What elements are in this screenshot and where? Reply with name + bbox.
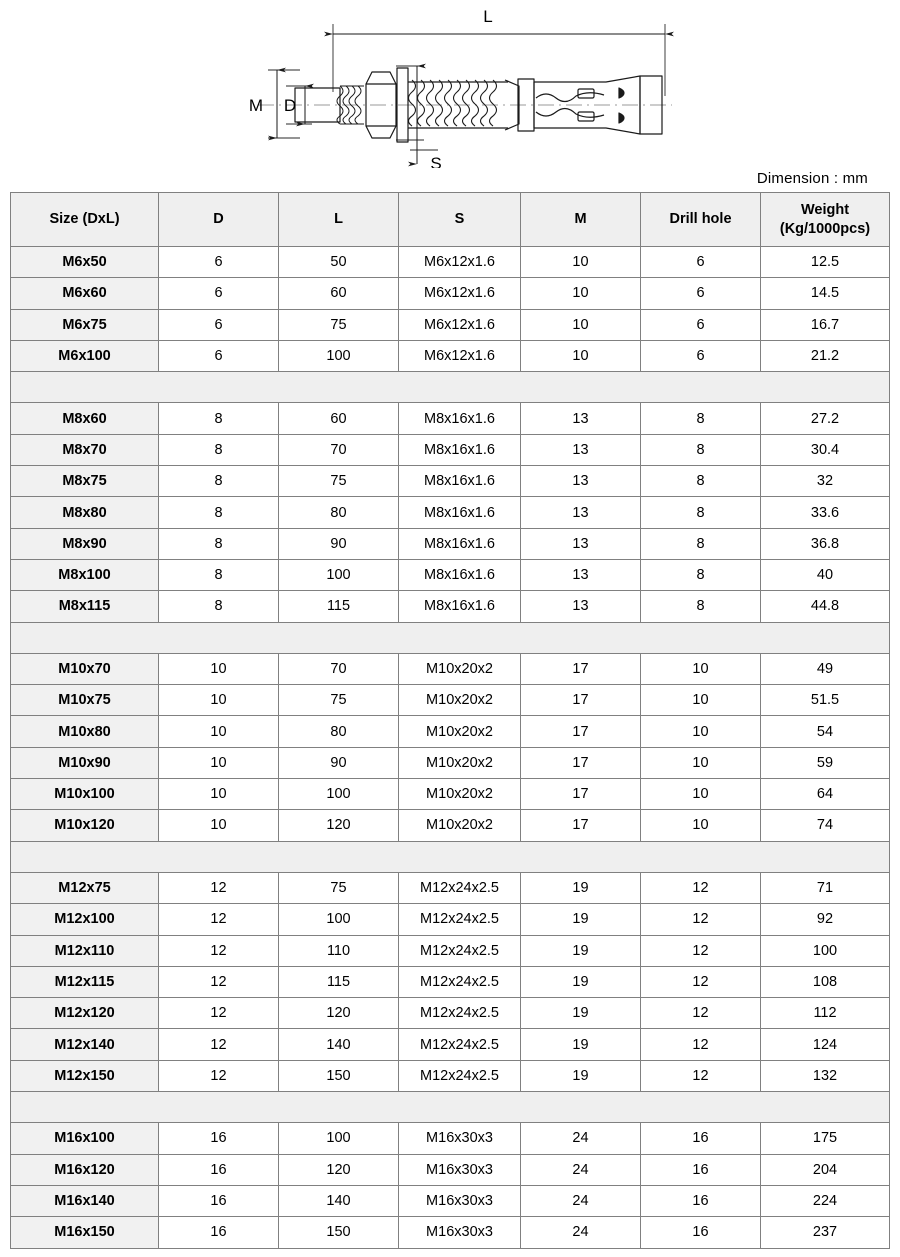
cell-s: M12x24x2.5 — [399, 935, 521, 966]
cell-wt: 74 — [761, 810, 890, 841]
table-row[interactable] — [11, 1060, 890, 1091]
table-row[interactable] — [11, 653, 890, 684]
table-row[interactable] — [11, 528, 890, 559]
cell-wt: 59 — [761, 747, 890, 778]
cell-s: M10x20x2 — [399, 747, 521, 778]
cell-drill: 6 — [641, 247, 761, 278]
technical-drawing — [0, 0, 900, 168]
cell-wt: 100 — [761, 935, 890, 966]
cell-d: 6 — [159, 309, 279, 340]
cell-d: 16 — [159, 1217, 279, 1248]
table-row[interactable] — [11, 966, 890, 997]
cell-s: M12x24x2.5 — [399, 904, 521, 935]
cell-s: M12x24x2.5 — [399, 966, 521, 997]
cell-m: 24 — [521, 1123, 641, 1154]
cell-l: 90 — [279, 528, 399, 559]
cell-m: 19 — [521, 904, 641, 935]
cell-size: M6x50 — [11, 247, 159, 278]
column-header-drill-hole: Drill hole — [641, 193, 761, 247]
cell-s: M10x20x2 — [399, 716, 521, 747]
cell-drill: 8 — [641, 466, 761, 497]
table-row[interactable] — [11, 247, 890, 278]
cell-drill: 10 — [641, 747, 761, 778]
cell-size: M16x150 — [11, 1217, 159, 1248]
cell-d: 6 — [159, 247, 279, 278]
cell-m: 17 — [521, 716, 641, 747]
cell-l: 100 — [279, 340, 399, 371]
group-spacer-cell — [11, 1092, 890, 1123]
cell-d: 8 — [159, 497, 279, 528]
cell-d: 10 — [159, 779, 279, 810]
cell-s: M16x30x3 — [399, 1123, 521, 1154]
cell-s: M12x24x2.5 — [399, 998, 521, 1029]
table-body — [11, 247, 890, 1249]
table-row[interactable] — [11, 1185, 890, 1216]
cell-drill: 16 — [641, 1123, 761, 1154]
column-header-weight-line1: Weight — [800, 201, 850, 218]
cell-s: M16x30x3 — [399, 1217, 521, 1248]
cell-drill: 8 — [641, 559, 761, 590]
cell-m: 13 — [521, 466, 641, 497]
cell-m: 19 — [521, 998, 641, 1029]
cell-wt: 124 — [761, 1029, 890, 1060]
table-row[interactable] — [11, 747, 890, 778]
cell-drill: 6 — [641, 309, 761, 340]
cell-wt: 33.6 — [761, 497, 890, 528]
cell-l: 75 — [279, 466, 399, 497]
cell-drill: 10 — [641, 779, 761, 810]
cell-wt: 32 — [761, 466, 890, 497]
cell-m: 10 — [521, 278, 641, 309]
table-row[interactable] — [11, 497, 890, 528]
cell-m: 24 — [521, 1154, 641, 1185]
cell-l: 150 — [279, 1060, 399, 1091]
table-row[interactable] — [11, 1154, 890, 1185]
table-row[interactable] — [11, 1123, 890, 1154]
cell-m: 19 — [521, 1060, 641, 1091]
table-row[interactable] — [11, 309, 890, 340]
cell-m: 24 — [521, 1185, 641, 1216]
cell-m: 13 — [521, 403, 641, 434]
group-spacer-row — [11, 622, 890, 653]
cell-wt: 175 — [761, 1123, 890, 1154]
cell-wt: 30.4 — [761, 434, 890, 465]
cell-d: 6 — [159, 278, 279, 309]
cell-drill: 12 — [641, 935, 761, 966]
cell-wt: 237 — [761, 1217, 890, 1248]
table-row[interactable] — [11, 466, 890, 497]
cell-m: 13 — [521, 528, 641, 559]
cell-size: M10x100 — [11, 779, 159, 810]
dimension-label-length: L — [483, 7, 493, 26]
cell-drill: 10 — [641, 653, 761, 684]
cell-drill: 16 — [641, 1217, 761, 1248]
cell-l: 70 — [279, 434, 399, 465]
cell-d: 12 — [159, 872, 279, 903]
cell-size: M8x80 — [11, 497, 159, 528]
cell-size: M12x115 — [11, 966, 159, 997]
cell-size: M8x100 — [11, 559, 159, 590]
table-row[interactable] — [11, 1029, 890, 1060]
table-header — [11, 193, 890, 247]
cell-wt: 14.5 — [761, 278, 890, 309]
cell-d: 12 — [159, 966, 279, 997]
cell-size: M10x90 — [11, 747, 159, 778]
cell-m: 17 — [521, 747, 641, 778]
cell-drill: 12 — [641, 998, 761, 1029]
cell-m: 24 — [521, 1217, 641, 1248]
cell-size: M16x120 — [11, 1154, 159, 1185]
cell-drill: 8 — [641, 497, 761, 528]
cell-m: 10 — [521, 309, 641, 340]
table-row[interactable] — [11, 904, 890, 935]
cell-size: M12x110 — [11, 935, 159, 966]
cell-wt: 51.5 — [761, 685, 890, 716]
table-row[interactable] — [11, 810, 890, 841]
cell-m: 13 — [521, 591, 641, 622]
cell-size: M16x100 — [11, 1123, 159, 1154]
column-header-weight-line2: (Kg/1000pcs) — [779, 220, 871, 237]
cell-drill: 12 — [641, 1029, 761, 1060]
cell-l: 50 — [279, 247, 399, 278]
cell-drill: 8 — [641, 591, 761, 622]
cell-s: M16x30x3 — [399, 1185, 521, 1216]
specification-table-container — [10, 192, 889, 1249]
cell-wt: 64 — [761, 779, 890, 810]
cell-m: 17 — [521, 685, 641, 716]
cell-size: M12x150 — [11, 1060, 159, 1091]
cell-l: 75 — [279, 872, 399, 903]
cell-s: M6x12x1.6 — [399, 340, 521, 371]
cell-size: M10x120 — [11, 810, 159, 841]
cell-s: M6x12x1.6 — [399, 247, 521, 278]
cell-wt: 54 — [761, 716, 890, 747]
table-row[interactable] — [11, 779, 890, 810]
cell-size: M12x100 — [11, 904, 159, 935]
cell-d: 16 — [159, 1154, 279, 1185]
cell-d: 10 — [159, 716, 279, 747]
cell-m: 13 — [521, 497, 641, 528]
cell-drill: 12 — [641, 872, 761, 903]
column-header-m: M — [521, 193, 641, 247]
cell-size: M12x75 — [11, 872, 159, 903]
cell-wt: 12.5 — [761, 247, 890, 278]
cell-wt: 71 — [761, 872, 890, 903]
cell-s: M12x24x2.5 — [399, 872, 521, 903]
cell-drill: 12 — [641, 1060, 761, 1091]
cell-d: 10 — [159, 685, 279, 716]
cell-d: 12 — [159, 998, 279, 1029]
cell-s: M10x20x2 — [399, 779, 521, 810]
cell-size: M8x60 — [11, 403, 159, 434]
cell-l: 60 — [279, 403, 399, 434]
cell-drill: 16 — [641, 1185, 761, 1216]
cell-l: 140 — [279, 1029, 399, 1060]
cell-d: 8 — [159, 466, 279, 497]
cell-s: M10x20x2 — [399, 653, 521, 684]
group-spacer-row — [11, 1092, 890, 1123]
table-row[interactable] — [11, 935, 890, 966]
cell-m: 19 — [521, 966, 641, 997]
cell-l: 115 — [279, 966, 399, 997]
dimension-label-diameter: D — [283, 96, 297, 115]
cell-s: M8x16x1.6 — [399, 528, 521, 559]
table-row[interactable] — [11, 998, 890, 1029]
cell-wt: 16.7 — [761, 309, 890, 340]
cell-m: 13 — [521, 434, 641, 465]
group-spacer-cell — [11, 841, 890, 872]
cell-size: M12x140 — [11, 1029, 159, 1060]
cell-l: 100 — [279, 559, 399, 590]
cell-d: 10 — [159, 747, 279, 778]
table-header-row — [11, 193, 890, 247]
cell-d: 8 — [159, 403, 279, 434]
group-spacer-cell — [11, 372, 890, 403]
cell-wt: 21.2 — [761, 340, 890, 371]
cell-wt: 49 — [761, 653, 890, 684]
table-row[interactable] — [11, 716, 890, 747]
cell-s: M6x12x1.6 — [399, 309, 521, 340]
table-row[interactable] — [11, 340, 890, 371]
group-spacer-cell — [11, 622, 890, 653]
cell-drill: 6 — [641, 340, 761, 371]
column-header-size: Size (DxL) — [11, 193, 159, 247]
cell-m: 19 — [521, 872, 641, 903]
cell-wt: 27.2 — [761, 403, 890, 434]
cell-d: 8 — [159, 434, 279, 465]
cell-l: 75 — [279, 685, 399, 716]
cell-m: 10 — [521, 340, 641, 371]
cell-wt: 44.8 — [761, 591, 890, 622]
cell-l: 150 — [279, 1217, 399, 1248]
cell-s: M16x30x3 — [399, 1154, 521, 1185]
cell-size: M6x100 — [11, 340, 159, 371]
cell-drill: 6 — [641, 278, 761, 309]
table-row[interactable] — [11, 278, 890, 309]
cell-d: 10 — [159, 653, 279, 684]
cell-d: 8 — [159, 528, 279, 559]
cell-drill: 12 — [641, 966, 761, 997]
cell-drill: 10 — [641, 810, 761, 841]
cell-size: M10x80 — [11, 716, 159, 747]
cell-wt: 132 — [761, 1060, 890, 1091]
cell-size: M8x70 — [11, 434, 159, 465]
column-header-l: L — [279, 193, 399, 247]
table-row[interactable] — [11, 685, 890, 716]
cell-l: 120 — [279, 1154, 399, 1185]
cell-wt: 40 — [761, 559, 890, 590]
group-spacer-row — [11, 841, 890, 872]
cell-s: M8x16x1.6 — [399, 434, 521, 465]
cell-size: M10x75 — [11, 685, 159, 716]
cell-s: M10x20x2 — [399, 810, 521, 841]
cell-d: 8 — [159, 591, 279, 622]
table-row[interactable] — [11, 591, 890, 622]
cell-s: M12x24x2.5 — [399, 1060, 521, 1091]
cell-drill: 10 — [641, 685, 761, 716]
cell-drill: 12 — [641, 904, 761, 935]
cell-s: M12x24x2.5 — [399, 1029, 521, 1060]
cell-m: 17 — [521, 653, 641, 684]
cell-l: 100 — [279, 904, 399, 935]
cell-d: 12 — [159, 935, 279, 966]
dimension-unit-note: Dimension : mm — [756, 170, 868, 187]
cell-m: 17 — [521, 810, 641, 841]
column-header-weight — [761, 193, 890, 247]
cell-drill: 8 — [641, 528, 761, 559]
cell-size: M8x90 — [11, 528, 159, 559]
cell-size: M6x60 — [11, 278, 159, 309]
table-row[interactable] — [11, 872, 890, 903]
cell-l: 115 — [279, 591, 399, 622]
cell-size: M12x120 — [11, 998, 159, 1029]
cell-l: 120 — [279, 810, 399, 841]
cell-l: 90 — [279, 747, 399, 778]
cell-size: M10x70 — [11, 653, 159, 684]
table-row[interactable] — [11, 559, 890, 590]
cell-size: M8x75 — [11, 466, 159, 497]
cell-l: 75 — [279, 309, 399, 340]
cell-l: 100 — [279, 779, 399, 810]
cell-s: M8x16x1.6 — [399, 559, 521, 590]
cell-size: M8x115 — [11, 591, 159, 622]
cell-l: 60 — [279, 278, 399, 309]
cell-drill: 10 — [641, 716, 761, 747]
column-header-d: D — [159, 193, 279, 247]
cell-wt: 108 — [761, 966, 890, 997]
cell-d: 12 — [159, 1060, 279, 1091]
cell-wt: 224 — [761, 1185, 890, 1216]
cell-d: 12 — [159, 904, 279, 935]
cell-wt: 36.8 — [761, 528, 890, 559]
table-row[interactable] — [11, 434, 890, 465]
cell-l: 110 — [279, 935, 399, 966]
cell-drill: 8 — [641, 403, 761, 434]
cell-drill: 8 — [641, 434, 761, 465]
group-spacer-row — [11, 372, 890, 403]
cell-m: 19 — [521, 1029, 641, 1060]
dimension-label-stud-projection: S — [430, 154, 442, 168]
cell-d: 16 — [159, 1185, 279, 1216]
cell-wt: 92 — [761, 904, 890, 935]
cell-size: M6x75 — [11, 309, 159, 340]
cell-d: 16 — [159, 1123, 279, 1154]
cell-wt: 204 — [761, 1154, 890, 1185]
cell-drill: 16 — [641, 1154, 761, 1185]
table-row[interactable] — [11, 403, 890, 434]
dimension-label-nut-width: M — [248, 96, 264, 115]
column-header-s: S — [399, 193, 521, 247]
cell-s: M8x16x1.6 — [399, 466, 521, 497]
cell-m: 17 — [521, 779, 641, 810]
cell-m: 19 — [521, 935, 641, 966]
cell-m: 13 — [521, 559, 641, 590]
cell-d: 6 — [159, 340, 279, 371]
cell-l: 100 — [279, 1123, 399, 1154]
cell-wt: 112 — [761, 998, 890, 1029]
cell-s: M10x20x2 — [399, 685, 521, 716]
cell-m: 10 — [521, 247, 641, 278]
cell-l: 140 — [279, 1185, 399, 1216]
table-row[interactable] — [11, 1217, 890, 1248]
cell-d: 10 — [159, 810, 279, 841]
cell-s: M8x16x1.6 — [399, 497, 521, 528]
cell-l: 80 — [279, 497, 399, 528]
cell-l: 120 — [279, 998, 399, 1029]
wedge-anchor-drawing-svg — [0, 0, 900, 168]
cell-l: 70 — [279, 653, 399, 684]
cell-d: 8 — [159, 559, 279, 590]
specification-table — [10, 192, 890, 1249]
cell-s: M8x16x1.6 — [399, 403, 521, 434]
cell-l: 80 — [279, 716, 399, 747]
cell-size: M16x140 — [11, 1185, 159, 1216]
cell-d: 12 — [159, 1029, 279, 1060]
cell-s: M6x12x1.6 — [399, 278, 521, 309]
cell-s: M8x16x1.6 — [399, 591, 521, 622]
